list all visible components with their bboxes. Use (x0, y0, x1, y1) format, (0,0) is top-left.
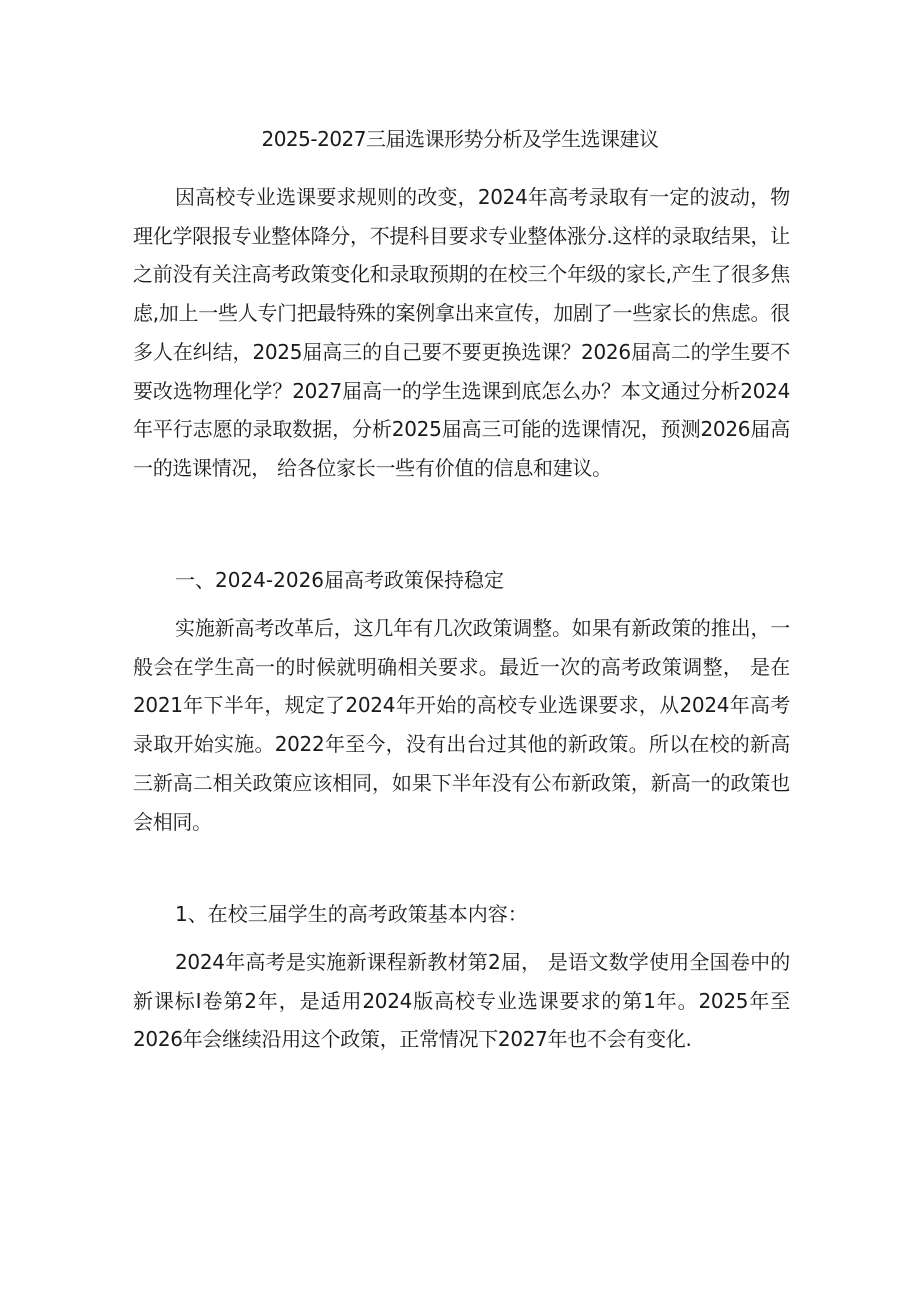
section-heading-policy-stable: 一、2024-2026届高考政策保持稳定 (175, 568, 505, 592)
policy-content-paragraph: 2024年高考是实施新课程新教材第2届， 是语文数学使用全国卷中的新课标I卷第2年，是适用2024版高校专业选课要求的第1年。2025年至2026年会继续沿用这个政策，正常情况下2027年也不会有变化. (133, 950, 790, 1052)
intro-paragraph: 因高校专业选课要求规则的改变，2024年高考录取有一定的波动，物理化学限报专业整体降分，不提科目要求专业整体涨分.这样的录取结果，让之前没有关注高考政策变化和录取预期的在校三个年级的家长,产生了很多焦虑,加上一些人专门把最特殊的案例拿出来宣传，加剧了一些家长的焦虑。很多人在纠结，2025届高三的自己要不要更换选课？2026届高二的学生要不要改选物理化学？2027届高一的学生选课到底怎么办？本文通过分析2024年平行志愿的录取数据，分析2025届高三可能的选课情况，预测2026届高一的选课情况， 给各位家长一些有价值的信息和建议。 (133, 185, 790, 480)
document-title: 2025-2027三届选课形势分析及学生选课建议 (261, 127, 659, 151)
subsection-heading-policy-content: 1、在校三届学生的高考政策基本内容： (175, 902, 528, 926)
policy-paragraph: 实施新高考改革后，这几年有几次政策调整。如果有新政策的推出，一般会在学生高一的时候就明确相关要求。最近一次的高考政策调整， 是在2021年下半年，规定了2024年开始的高校专业选课要求，从2024年高考录取开始实施。2022年至今，没有出台过其他的新政策。所以在校的新高三新高二相关政策应该相同，如果下半年没有公布新政策，新高一的政策也会相同。 (133, 616, 790, 834)
